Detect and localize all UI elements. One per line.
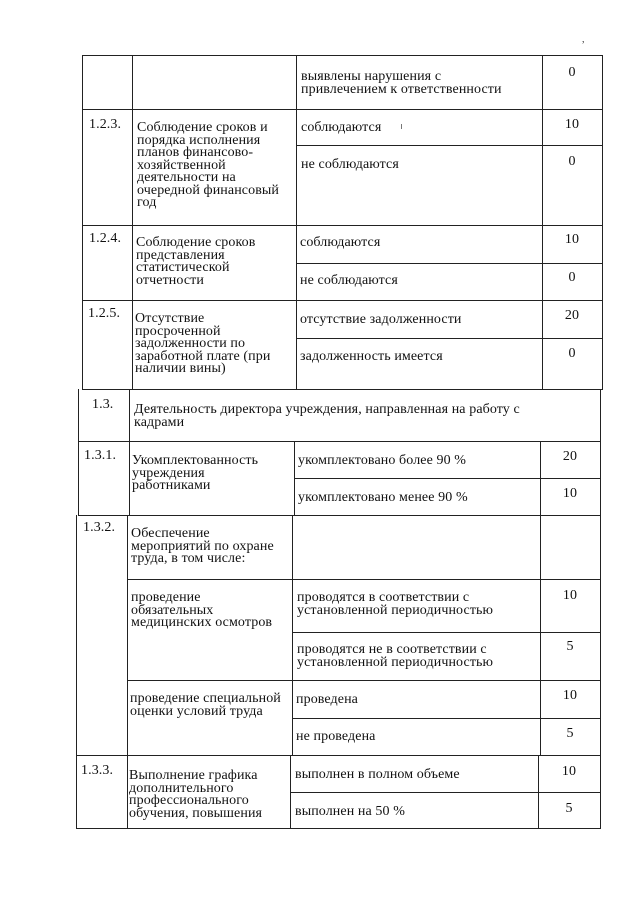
- option-text: выполнен на 50 %: [295, 804, 405, 819]
- row-divider: [76, 755, 600, 756]
- table-border-left: [82, 55, 83, 390]
- score-value: 0: [568, 65, 576, 80]
- option-divider: [296, 263, 602, 264]
- option-text: укомплектовано менее 90 %: [298, 490, 468, 505]
- row-divider: [82, 389, 602, 390]
- score-value: 20: [564, 308, 580, 323]
- row-divider: [82, 300, 602, 301]
- score-value: 10: [562, 688, 578, 703]
- scan-mark: ,: [582, 34, 585, 45]
- option-text: проводятся не в соответствии с установленной периодичностью: [297, 642, 494, 670]
- criterion-text: Выполнение графика дополнительного профессионального обучения, повышения: [129, 768, 263, 821]
- criterion-text: Отсутствие просроченной задолженности по заработной плате (при наличии вины): [135, 311, 271, 376]
- table-border-bottom: [76, 828, 600, 829]
- row-number: 1.2.4.: [89, 231, 122, 246]
- option-text: выявлены нарушения с привлечением к ответственности: [301, 69, 502, 97]
- row-number: 1.3.3.: [81, 763, 114, 778]
- criterion-text: Укомплектованность учреждения работниками: [132, 453, 259, 493]
- option-text: проводятся в соответствии с установленной периодичностью: [297, 590, 494, 618]
- score-value: 5: [566, 726, 574, 741]
- option-divider: [127, 579, 600, 580]
- row-number: 1.2.3.: [89, 117, 122, 132]
- option-divider: [292, 632, 600, 633]
- score-value: 0: [568, 346, 576, 361]
- option-text: соблюдаются: [301, 120, 382, 135]
- option-text: укомплектовано более 90 %: [298, 453, 467, 468]
- score-value: 10: [562, 588, 578, 603]
- row-divider: [78, 515, 600, 516]
- scan-speck: [401, 124, 402, 129]
- option-text: не проведена: [296, 729, 376, 744]
- option-text: не соблюдаются: [301, 157, 399, 172]
- option-divider: [294, 478, 600, 479]
- column-divider: [542, 55, 543, 390]
- option-text: соблюдаются: [300, 235, 381, 250]
- table-border-right: [602, 55, 603, 390]
- section-title: Деятельность директора учреждения, направленная на работу с кадрами: [134, 402, 520, 430]
- score-value: 10: [564, 117, 580, 132]
- option-text: отсутствие задолженности: [300, 312, 462, 327]
- column-divider: [129, 389, 130, 515]
- option-text: задолженность имеется: [300, 349, 443, 364]
- option-divider: [296, 338, 602, 339]
- criterion-text: Соблюдение сроков и порядка исполнения планов финансово- хозяйственной деятельности на очередной финансовый год: [137, 120, 280, 210]
- score-value: 5: [565, 801, 573, 816]
- option-text: не соблюдаются: [300, 273, 398, 288]
- section-number: 1.3.: [92, 397, 114, 412]
- option-divider: [290, 792, 600, 793]
- score-value: 10: [561, 764, 577, 779]
- criterion-text: Обеспечение мероприятий по охране труда, в том числе:: [131, 526, 274, 566]
- column-divider: [296, 55, 297, 390]
- sub-criterion-text: проведение специальной оценки условий труда: [130, 691, 281, 719]
- score-value: 10: [562, 486, 578, 501]
- column-divider: [127, 515, 128, 829]
- row-number: 1.3.1.: [84, 448, 117, 463]
- score-value: 0: [568, 154, 576, 169]
- option-text: выполнен в полном объеме: [295, 767, 460, 782]
- option-divider: [292, 718, 600, 719]
- column-divider: [294, 441, 295, 516]
- option-divider: [127, 680, 600, 681]
- row-number: 1.2.5.: [88, 306, 121, 321]
- row-divider: [82, 109, 602, 110]
- option-divider: [296, 145, 602, 146]
- table-border-left: [76, 515, 77, 829]
- column-divider: [290, 755, 291, 829]
- row-number: 1.3.2.: [83, 520, 116, 535]
- criterion-text: Соблюдение сроков представления статистической отчетности: [136, 235, 256, 288]
- row-divider: [78, 441, 600, 442]
- score-value: 10: [564, 232, 580, 247]
- option-text: проведена: [296, 692, 358, 707]
- score-value: 0: [568, 270, 576, 285]
- column-divider: [292, 515, 293, 756]
- score-value: 20: [562, 449, 578, 464]
- sub-criterion-text: проведение обязательных медицинских осмотров: [131, 590, 273, 630]
- table-border-right: [600, 389, 601, 829]
- score-value: 5: [566, 639, 574, 654]
- table-border-top: [82, 55, 602, 56]
- column-divider: [132, 55, 133, 390]
- row-divider: [82, 225, 602, 226]
- table-border-left: [78, 389, 79, 516]
